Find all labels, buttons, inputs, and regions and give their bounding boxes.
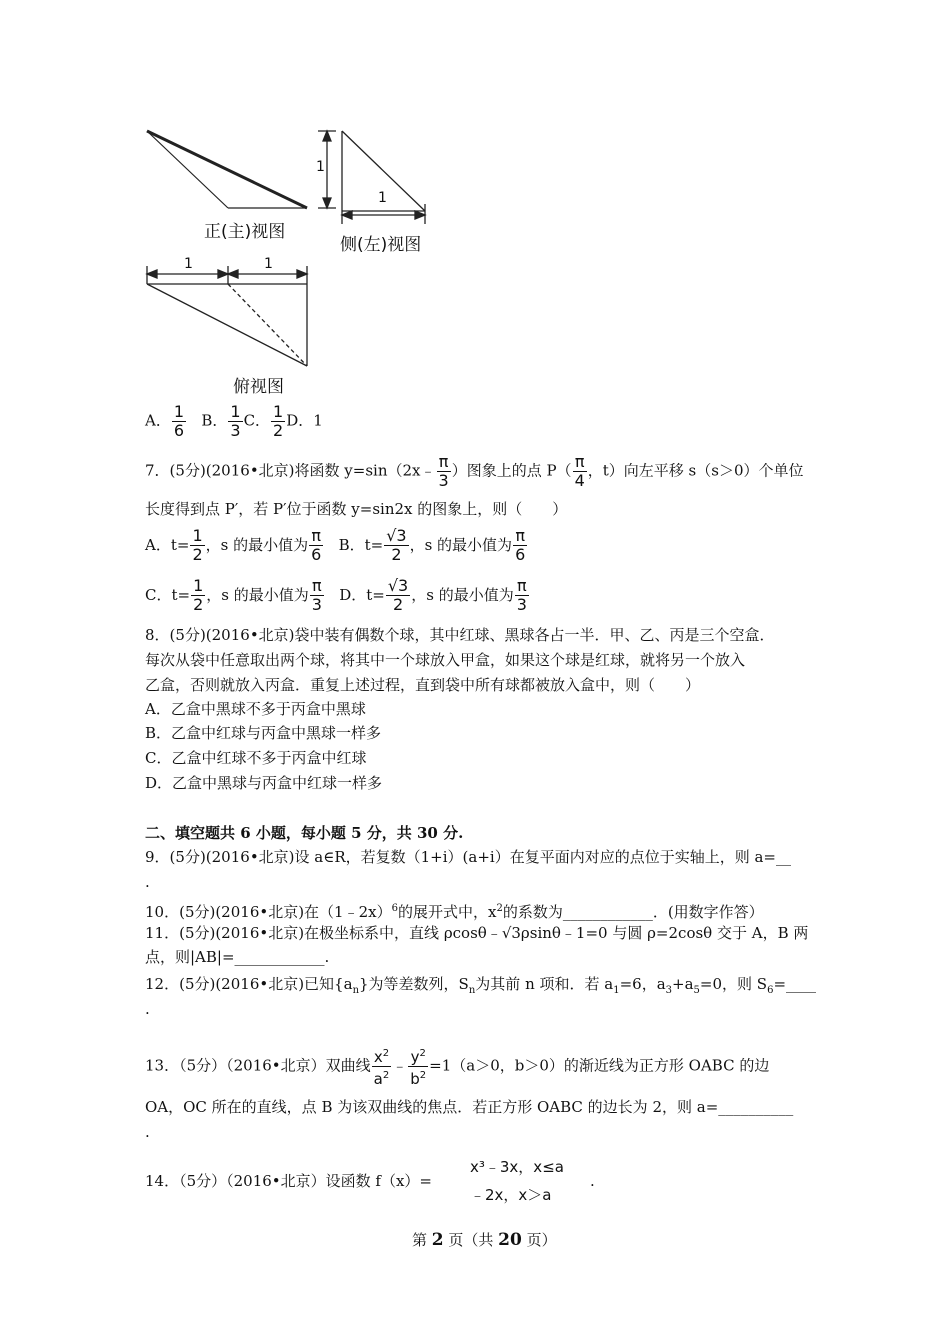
side-view-label: 侧(左)视图 [340, 235, 422, 255]
q9-line1: 9．(5分)(2016•北京)设 a∈R，若复数（1+i）(a+i）在复平面内对应的点位于实轴上，则 a=__ [145, 848, 791, 866]
q9-line2: . [145, 873, 150, 891]
q10-line: 10．(5分)(2016•北京)在（1﹣2x）$^6$的展开式中，$x^2$的系数为____________．(用数字作答） [145, 903, 764, 921]
top-left-width-label: 1 [184, 256, 193, 272]
q8-option-c[interactable]: C．乙盒中红球不多于丙盒中红球 [145, 749, 367, 767]
q8-stem-line2: 每次从袋中任意取出两个球，将其中一个球放入甲盒，如果这个球是红球，就将另一个放入 [145, 651, 746, 669]
q6-option-a-label[interactable]: A． [145, 411, 171, 430]
q8-option-b[interactable]: B．乙盒中红球与丙盒中黑球一样多 [145, 724, 382, 742]
side-width-label: 1 [378, 190, 387, 206]
q7-option-b[interactable]: B．t= $\frac{√3}{2}$ ，s 的最小值为 $\frac{\pi}{6}$ [338, 526, 526, 564]
q12-line2: . [145, 1000, 150, 1018]
q12-line1: 12．(5分)(2016•北京)已知$\{a_n\}$为等差数列，$S_n$为其前 n 项和．若 $a_1=6$，$a_3+a_5=0$，则 $S_6=\_\_\_\_$ [145, 975, 817, 996]
q7-option-c[interactable]: C．t= $\frac{1}{2}$ ，s 的最小值为 $\frac{\pi}{3}$ [145, 576, 322, 614]
section-heading: 二、填空题共 6 小题，每小题 5 分，共 30 分. [145, 824, 464, 842]
side-height-label: 1 [316, 159, 325, 175]
q7-options-cd [145, 577, 530, 614]
q14-case2: ﹣2x，x＞a [470, 1186, 552, 1204]
q8-stem-line1: 8．(5分)(2016•北京)袋中装有偶数个球，其中红球、黑球各占一半．甲、乙、丙是三个空盒． [145, 626, 775, 644]
q7-stem-line2: 长度得到点 P′，若 P′位于函数 y=sin2x 的图象上，则（ ） [145, 500, 568, 518]
q11-line2: 点，则|AB|=____________. [145, 948, 330, 966]
q13-line2: OA，OC 所在的直线，点 B 为该双曲线的焦点．若正方形 OABC 的边长为 2，则 a=__________ [145, 1098, 794, 1116]
q14-stem: 14．（5分）（2016•北京）设函数 f（x）= [145, 1172, 433, 1190]
q8-option-d[interactable]: D．乙盒中黑球与丙盒中红球一样多 [145, 774, 383, 792]
page-footer: 第 2 页（共 20 页） [412, 1230, 557, 1250]
front-view-label: 正(主)视图 [204, 222, 286, 242]
q8-option-a[interactable]: A．乙盒中黑球不多于丙盒中黑球 [145, 700, 366, 718]
top-view-width-dimension [147, 266, 307, 284]
q6-options [145, 403, 323, 440]
q7-options-ab [145, 527, 528, 564]
q6-option-d-label[interactable]: D．1 [286, 411, 323, 430]
q6-option-b-label[interactable]: B． [201, 411, 228, 430]
front-view-triangle [147, 131, 307, 208]
q6-option-a-fraction: $\frac{1}{6}$ [173, 402, 185, 440]
q7-option-a[interactable]: A．t= $\frac{1}{2}$ ，s 的最小值为 $\frac{\pi}{6}$ [145, 526, 322, 564]
q6-option-c-label[interactable]: C． [243, 411, 271, 430]
three-view-figures [0, 0, 950, 420]
q14-case1: x³﹣3x，x≤a [470, 1158, 564, 1176]
q6-option-b-fraction: $\frac{1}{3}$ [230, 402, 241, 440]
q6-option-c-fraction: $\frac{1}{2}$ [273, 402, 284, 440]
top-view-triangle [147, 284, 307, 366]
top-right-width-label: 1 [264, 256, 273, 272]
top-view-label: 俯视图 [233, 377, 284, 397]
q11-line1: 11．(5分)(2016•北京)在极坐标系中，直线 ρcosθ﹣√3ρsinθ﹣1=0 与圆 ρ=2cosθ 交于 A，B 两 [145, 924, 809, 942]
q8-stem-line3: 乙盒，否则就放入丙盒．重复上述过程，直到袋中所有球都被放入盒中，则（ ） [145, 676, 701, 694]
q7-option-d[interactable]: D．t= $\frac{√3}{2}$ ，s 的最小值为 $\frac{\pi}{3}$ [339, 576, 527, 614]
q13-line3: . [145, 1123, 150, 1141]
side-view-triangle [342, 131, 425, 224]
q7-stem-line1: 7．(5分)(2016•北京)将函数 y=sin（2x﹣ $\frac{\pi}{3}$ ）图象上的点 P（ $\frac{\pi}{4}$ ，t）向左平移 s（s＞0）个单位 [145, 452, 804, 490]
q14-end: . [590, 1172, 595, 1190]
q13-line1: 13．（5分）（2016•北京）双曲线 $\frac{x^2}{a^2}$ ﹣ $\frac{y^2}{b^2}$ =1（a＞0，b＞0）的渐近线为正方形 OABC 的边 [145, 1045, 769, 1088]
